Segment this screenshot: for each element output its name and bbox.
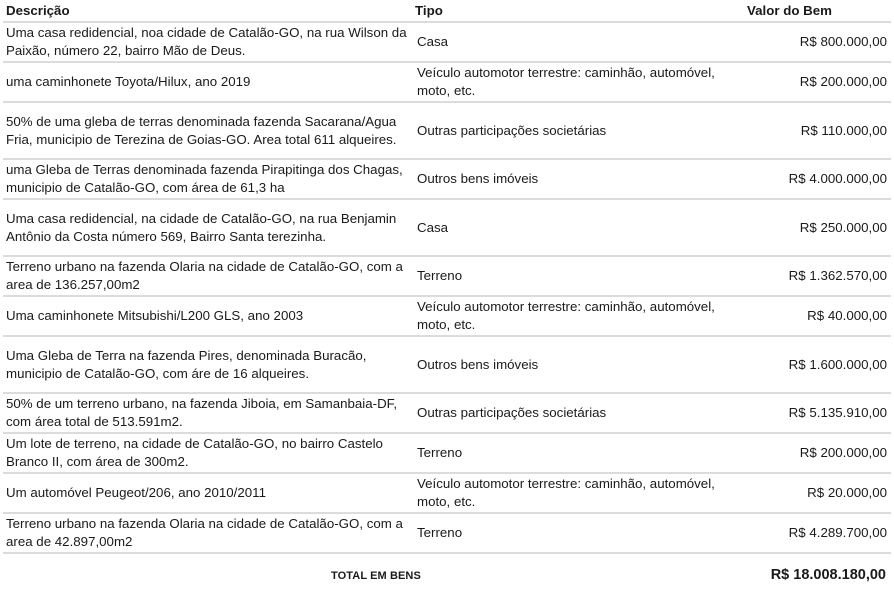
asset-type: Terreno bbox=[412, 513, 747, 553]
total-label: TOTAL EM BENS bbox=[331, 570, 421, 582]
asset-type: Outras participações societárias bbox=[412, 393, 747, 433]
asset-type: Casa bbox=[412, 22, 747, 62]
asset-type: Veículo automotor terrestre: caminhão, automóvel, moto, etc. bbox=[412, 473, 747, 513]
asset-description: Terreno urbano na fazenda Olaria na cidade de Catalão-GO, com a area de 42.897,00m2 bbox=[3, 513, 412, 553]
asset-value: R$ 1.362.570,00 bbox=[747, 256, 891, 296]
table-row bbox=[3, 473, 891, 513]
asset-type: Veículo automotor terrestre: caminhão, automóvel, moto, etc. bbox=[412, 296, 747, 336]
table-row bbox=[3, 393, 891, 433]
asset-description: uma caminhonete Toyota/Hilux, ano 2019 bbox=[3, 62, 412, 102]
asset-type: Casa bbox=[412, 199, 747, 256]
table-row bbox=[3, 513, 891, 553]
asset-description: uma Gleba de Terras denominada fazenda Pirapitinga dos Chagas, municipio de Catalão-GO, com área de 61,3 ha bbox=[3, 159, 412, 199]
asset-value: R$ 110.000,00 bbox=[747, 102, 891, 159]
asset-description: 50% de um terreno urbano, na fazenda Jiboia, em Samanbaia-DF, com área total de 513.591m2. bbox=[3, 393, 412, 433]
asset-value: R$ 800.000,00 bbox=[747, 22, 891, 62]
asset-type: Outros bens imóveis bbox=[412, 159, 747, 199]
asset-value: R$ 200.000,00 bbox=[747, 433, 891, 473]
asset-type: Terreno bbox=[412, 256, 747, 296]
asset-description: 50% de uma gleba de terras denominada fazenda Sacarana/Agua Fria, municipio de Terezina de Goias-GO. Area total 611 alqueires. bbox=[3, 102, 412, 159]
table-row bbox=[3, 433, 891, 473]
asset-value: R$ 20.000,00 bbox=[747, 473, 891, 513]
asset-value: R$ 1.600.000,00 bbox=[747, 336, 891, 393]
asset-description: Um lote de terreno, na cidade de Catalão-GO, no bairro Castelo Branco II, com área de 300m2. bbox=[3, 433, 412, 473]
asset-description: Uma Gleba de Terra na fazenda Pires, denominada Buracão, municipio de Catalão-GO, com áre de 16 alqueires. bbox=[3, 336, 412, 393]
asset-description: Uma casa redidencial, na cidade de Catalão-GO, na rua Benjamin Antônio da Costa número 569, Bairro Santa terezinha. bbox=[3, 199, 412, 256]
asset-description: Uma caminhonete Mitsubishi/L200 GLS, ano 2003 bbox=[3, 296, 412, 336]
asset-type: Outras participações societárias bbox=[412, 102, 747, 159]
table-header-row bbox=[3, 0, 891, 22]
table-row bbox=[3, 62, 891, 102]
total-value: R$ 18.008.180,00 bbox=[770, 567, 886, 583]
table-row bbox=[3, 159, 891, 199]
column-header-tipo: Tipo bbox=[412, 0, 747, 22]
asset-type: Outros bens imóveis bbox=[412, 336, 747, 393]
column-header-valor: Valor do Bem bbox=[747, 0, 891, 22]
asset-value: R$ 4.289.700,00 bbox=[747, 513, 891, 553]
asset-description: Uma casa redidencial, noa cidade de Catalão-GO, na rua Wilson da Paixão, número 22, bairro Mão de Deus. bbox=[3, 22, 412, 62]
asset-description: Terreno urbano na fazenda Olaria na cidade de Catalão-GO, com a area de 136.257,00m2 bbox=[3, 256, 412, 296]
asset-value: R$ 4.000.000,00 bbox=[747, 159, 891, 199]
assets-table bbox=[3, 0, 891, 554]
asset-value: R$ 5.135.910,00 bbox=[747, 393, 891, 433]
asset-description: Um automóvel Peugeot/206, ano 2010/2011 bbox=[3, 473, 412, 513]
table-row bbox=[3, 199, 891, 256]
asset-type: Terreno bbox=[412, 433, 747, 473]
table-row bbox=[3, 296, 891, 336]
asset-value: R$ 200.000,00 bbox=[747, 62, 891, 102]
asset-value: R$ 40.000,00 bbox=[747, 296, 891, 336]
table-row bbox=[3, 256, 891, 296]
table-row bbox=[3, 102, 891, 159]
table-row bbox=[3, 336, 891, 393]
asset-type: Veículo automotor terrestre: caminhão, automóvel, moto, etc. bbox=[412, 62, 747, 102]
column-header-descricao: Descrição bbox=[3, 0, 412, 22]
table-row bbox=[3, 22, 891, 62]
asset-value: R$ 250.000,00 bbox=[747, 199, 891, 256]
